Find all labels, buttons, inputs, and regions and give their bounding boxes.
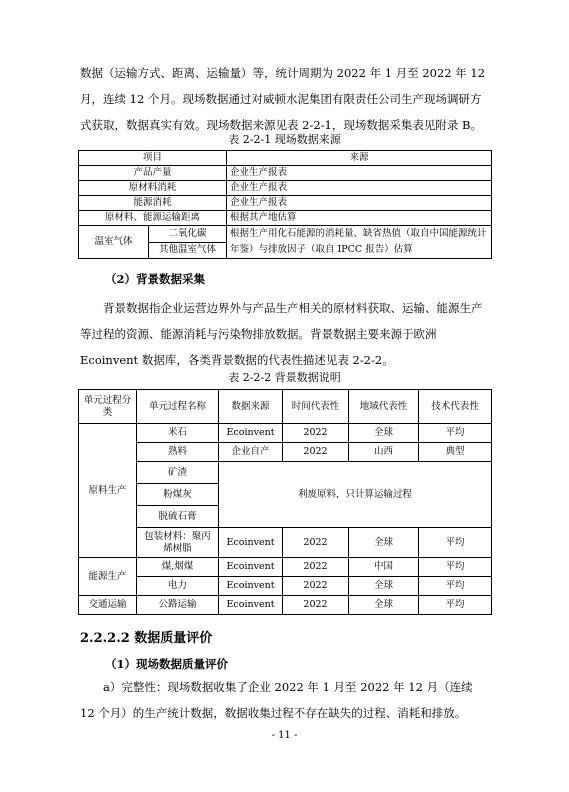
table-header-row bbox=[79, 390, 492, 424]
source-cell: 企业生产报表 bbox=[227, 196, 492, 211]
ghg-sub-cell: 其他温室气体 bbox=[149, 242, 227, 259]
data-source-cell: Ecoinvent bbox=[219, 596, 283, 615]
data-source-cell: Ecoinvent bbox=[219, 424, 283, 443]
data-source-cell: Ecoinvent bbox=[219, 577, 283, 596]
header-source: 来源 bbox=[227, 151, 492, 166]
table-2-2-2-caption: 表 2-2-2 背景数据说明 bbox=[228, 371, 341, 384]
table-row bbox=[79, 166, 492, 181]
unit-name-cell: 包装材料：聚丙烯树脂 bbox=[137, 528, 219, 558]
time-cell: 2022 bbox=[283, 596, 349, 615]
data-source-cell: 企业自产 bbox=[219, 443, 283, 462]
table-site-data-source bbox=[78, 150, 492, 259]
item-cell: 能源消耗 bbox=[79, 196, 227, 211]
header-item: 项目 bbox=[79, 151, 227, 166]
group-cell: 交通运输 bbox=[79, 596, 137, 615]
table-row bbox=[79, 424, 492, 443]
table-header-row bbox=[79, 151, 492, 166]
group-cell: 能源生产 bbox=[79, 558, 137, 596]
unit-name-cell: 粉煤灰 bbox=[137, 484, 219, 506]
table-row bbox=[79, 211, 492, 226]
unit-name-cell: 脱硫石膏 bbox=[137, 506, 219, 528]
time-cell: 2022 bbox=[283, 577, 349, 596]
table-row bbox=[79, 196, 492, 211]
table-background-data bbox=[78, 389, 492, 615]
tech-cell: 典型 bbox=[419, 443, 492, 462]
section-heading-background: （2）背景数据采集 bbox=[105, 272, 206, 286]
subsection-title: （1）现场数据质量评价 bbox=[105, 657, 229, 671]
waste-note-cell: 利废原料，只计算运输过程 bbox=[219, 462, 492, 528]
paragraph-completeness: a）完整性：现场数据收集了企业 2022 年 1 月至 2022 年 12 月（连续 12 个月）的生产统计数据，数据收集过程不存在缺失的过程、消耗和排放。 bbox=[80, 680, 473, 720]
unit-name-cell: 矿渣 bbox=[137, 462, 219, 484]
region-cell: 山西 bbox=[349, 443, 419, 462]
region-cell: 中国 bbox=[349, 558, 419, 577]
section-title: 2.2.2.2 数据质量评价 bbox=[80, 631, 213, 646]
table-row bbox=[79, 226, 492, 243]
page-number: - 11 - bbox=[271, 730, 298, 741]
group-cell: 原料生产 bbox=[79, 424, 137, 558]
ghg-source-cell: 根据生产用化石能源的消耗量、缺省热值（取自中国能源统计年鉴）与排放因子（取自 IPCC 报告）估算 bbox=[227, 226, 492, 259]
header-unit-name: 单元过程名称 bbox=[137, 390, 219, 424]
tech-cell: 平均 bbox=[419, 558, 492, 577]
header-tech: 技术代表性 bbox=[419, 390, 492, 424]
table-row bbox=[79, 577, 492, 596]
paragraph-background-data: 背景数据指企业运营边界外与产品生产相关的原材料获取、运输、能源生产等过程的资源、能源消耗与污染物排放数据。背景数据主要来源于欧洲 Ecoinvent 数据库，各类背景数据的代表性描述见表 2-2-2。 bbox=[80, 301, 483, 367]
tech-cell: 平均 bbox=[419, 596, 492, 615]
region-cell: 全球 bbox=[349, 577, 419, 596]
time-cell: 2022 bbox=[283, 558, 349, 577]
source-cell: 企业生产报表 bbox=[227, 181, 492, 196]
data-source-cell: Ecoinvent bbox=[219, 558, 283, 577]
header-unit-category: 单元过程分类 bbox=[79, 390, 137, 424]
unit-name-cell: 电力 bbox=[137, 577, 219, 596]
time-cell: 2022 bbox=[283, 424, 349, 443]
header-time: 时间代表性 bbox=[283, 390, 349, 424]
ghg-group-cell: 温室气体 bbox=[79, 226, 149, 259]
time-cell: 2022 bbox=[283, 528, 349, 558]
tech-cell: 平均 bbox=[419, 528, 492, 558]
source-cell: 企业生产报表 bbox=[227, 166, 492, 181]
table-row bbox=[79, 181, 492, 196]
data-source-cell: Ecoinvent bbox=[219, 528, 283, 558]
table-2-2-1-caption: 表 2-2-1 现场数据来源 bbox=[228, 133, 341, 146]
paragraph-data-source: 数据（运输方式、距离、运输量）等，统计周期为 2022 年 1 月至 2022 年 12 月，连续 12 个月。现场数据通过对威顿水泥集团有限责任公司生产现场调研方式获取，数据真实有效。现场数据来源见表 2-2-1，现场数据采集表见附录 B。 bbox=[80, 66, 486, 132]
unit-name-cell: 米石 bbox=[137, 424, 219, 443]
unit-name-cell: 公路运输 bbox=[137, 596, 219, 615]
table-row bbox=[79, 596, 492, 615]
item-cell: 产品产量 bbox=[79, 166, 227, 181]
unit-name-cell: 熟料 bbox=[137, 443, 219, 462]
region-cell: 全球 bbox=[349, 528, 419, 558]
region-cell: 全球 bbox=[349, 596, 419, 615]
unit-name-cell: 煤,烟煤 bbox=[137, 558, 219, 577]
time-cell: 2022 bbox=[283, 443, 349, 462]
item-cell: 原材料、能源运输距离 bbox=[79, 211, 227, 226]
table-row bbox=[79, 528, 492, 558]
region-cell: 全球 bbox=[349, 424, 419, 443]
tech-cell: 平均 bbox=[419, 577, 492, 596]
ghg-sub-cell: 二氧化碳 bbox=[149, 226, 227, 243]
item-cell: 原材料消耗 bbox=[79, 181, 227, 196]
table-row bbox=[79, 443, 492, 462]
tech-cell: 平均 bbox=[419, 424, 492, 443]
table-row bbox=[79, 558, 492, 577]
source-cell: 根据其产地估算 bbox=[227, 211, 492, 226]
table-row bbox=[79, 462, 492, 484]
header-region: 地域代表性 bbox=[349, 390, 419, 424]
header-data-source: 数据来源 bbox=[219, 390, 283, 424]
